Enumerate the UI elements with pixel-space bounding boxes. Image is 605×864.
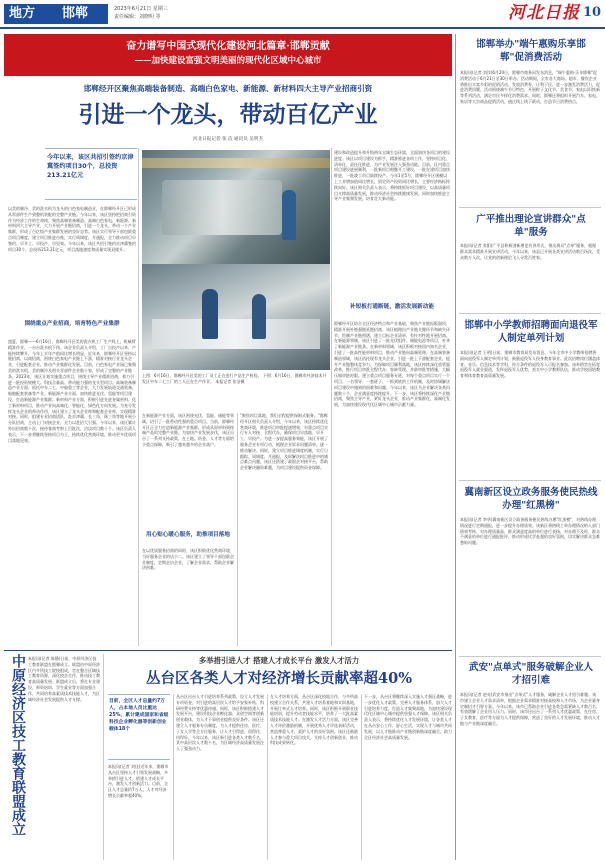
bottom-col1-text: 本报讯(记者 刘佳)近年来，邯郸市丛台区坚持人才引领发展战略，多举措引进人才，搭建人才成长平台，激发人才创新活力。目前，全区人才总量约7万人，人才对经济增长贡献率超40%。 bbox=[108, 764, 169, 798]
bottom-headline: 丛台区各类人才对经济增长贡献率超40% bbox=[146, 670, 412, 687]
col-rule-2 bbox=[237, 413, 238, 646]
right-headline-4: 冀南新区设立政务服务使民热线办理"红黑榜" bbox=[464, 487, 598, 511]
bottom-kicker: 多举措引进人才 搭建人才成长平台 激发人才活力 bbox=[198, 656, 360, 665]
lead-col2-text-a: 在新能源产业方面，该区围绕光伏、氢能、储能等领域，招引了一批带动性强的重点项目。当前，邯郸经开区正全力打造新能源产业集群，形成从原材料到终端产品的完整产业链。为加快产业发展步伐，该区出台了一系列支持政策，在土地、资金、人才等方面给予重点保障，吸引了越来越多的企业落户。 bbox=[142, 413, 234, 447]
side-col-rule bbox=[103, 654, 104, 860]
right-text-5: 本报讯(记者 赵亮)武安市推出"点单式"人才服务，破解企业人才招引难题。该市建立企业人才需求清单，根据企业需求精准对接高校和人才市场，为企业量身定制招才引智方案。今年以来，该市已帮助企业引进各类急需紧缺人才数百名，有效缓解了企业用人压力。同时，该市还出台了一系列人才优惠政策，在住房、子女教育、医疗等方面为人才提供保障，营造了良好的人才发展环境，推动人才链与产业链深度融合。 bbox=[460, 692, 600, 726]
region-label: 邯郸 bbox=[62, 6, 89, 21]
page-number: 10 bbox=[583, 5, 602, 20]
bottom-col-rule-3 bbox=[361, 694, 362, 860]
col-rule-1 bbox=[138, 148, 139, 646]
right-text-1: 本报讯(记者 刘洋)6月20日，邯郸市商务局发布消息，"端午惠购·乐享邯郸"促消费活动于6月21日至30日举办。活动期间，全市各大商场、超市、餐饮企业将推出丰富多彩的促销活动，发放消费券，让利于民，进一步激发消费活力，促进消费回暖。活动围绕端午节日特色，开展粽子文化节、美食节、家电以旧换新等系列活动，满足市民多样化消费需求。同时，邯郸还将组织开展汽车、家电、家居等大宗商品促销活动，通过线上线下联动，打造节日消费热点。 bbox=[460, 70, 600, 104]
date-line: 2023年6月21日 星期三 bbox=[114, 6, 168, 12]
side-text: 本报讯(记者 陈静)日前，中原经济区技工教育联盟在邯郸成立。联盟由中原经济区内多所技工院校组成，旨在整合区域技工教育资源，深化校企合作，推动技工教育高质量发展。联盟成立后，将在专业建设、师资培训、学生就业等方面加强合作，共同培养高素质技术技能人才，为区域经济社会发展提供人才支撑。 bbox=[28, 656, 100, 702]
lead-photo-bottom bbox=[142, 264, 330, 370]
bottom-col3-text: 在人才培养方面，丛台区深化校地合作，与多所高校建立合作关系，共建人才培养基地和实训基地，开展订单式人才培养。同时，该区积极开展职业技能培训，提升劳动者技能水平，培养了一大批高素质技术技能人才。在激发人才活力方面，该区完善人才评价激励机制，开展优秀人才评选表彰活动，营造尊重人才、爱护人才的良好氛围。该区还鼓励人才参与重大项目攻关，支持人才创新创业，推动科技成果转化。 bbox=[270, 694, 358, 746]
right-headline-2: 广平推出理论宣讲群众"点单"服务 bbox=[476, 214, 586, 238]
right-rule-2 bbox=[459, 313, 601, 314]
col-rule-3 bbox=[331, 148, 332, 646]
summary-text: 今年以来，该区共招引签约京津冀签约项目30个，总投资213.21亿元 bbox=[47, 154, 134, 179]
lead-summary bbox=[45, 148, 137, 200]
pipe-shape bbox=[142, 158, 330, 168]
side-headline: 中原经济区技工教育联盟成立 bbox=[10, 654, 26, 836]
lead-kicker: 邯郸经开区聚焦高端装备制造、高端白色家电、新能源、新材料四大主导产业招商引资 bbox=[83, 84, 373, 93]
lead-col1-text-a: 以美的制冷、美的洗衣机为龙头的白色家电制造业，在邯郸经开区已形成从零部件生产到整机装配的完整产业链。今年以来，该区坚持把招商引资作为经济工作的生命线，聚焦高端装备制造、高端白色家电、新能源、新材料四大主导产业，大力开展产业链招商，引进一个龙头，带动一个产业集群，形成了百亿级产业集群发展的良好态势。该区实行领导干部包联重点项目制度，建立项目推进台账，实行周调度、月通报，全力推动项目早签约、早开工、早投产、早见效。今年以来，该区共招引签约京津冀签约项目30个，总投资213.21亿元，项目落地速度和质量实现双提升。 bbox=[8, 206, 136, 252]
lead-byline: 河北日报记者 张 洁 通讯员 吴明杰 bbox=[192, 137, 264, 142]
lead-subhead3: 补短板打通断链，激活发展新动能 bbox=[350, 304, 434, 310]
bottom-summary bbox=[108, 694, 170, 760]
lead-headline: 引进一个龙头，带动百亿产业 bbox=[78, 101, 378, 128]
bottom-col-rule-2 bbox=[267, 694, 268, 860]
lead-col3-text-b: 邯郸经开区结合全区经济特点和产业基础，聚焦产业链短板弱项，精准开展补链强链延链招商。该区梳理出产业链关键环节和缺失环节，绘制产业链图谱，建立目标企业清单，有针对性地开展招商。在新能源领域，该区引进了一批光伏组件、储能电池等项目，补齐了新能源产业链条。在新材料领域，该区积极对接国内知名企业，引进了一批高性能材料项目，推动产业链向高端延伸。在高端装备制造领域，该区依托现有龙头企业，引进一批上下游配套企业，提升产业链整体竞争力。为保障项目顺利落地，该区持续深化放管服改革，推行项目审批全程代办、容缺受理、并联审批等措施，大幅压缩审批时限。建立重点项目服务专班，对每个重点项目实行一个项目、一名领导、一套班子、一抓到底的工作机制，及时协调解决项目建设中遇到的困难和问题。今年以来，该区为企业解决各类问题数十个，企业满意度持续提升。下一步，该区将持续深化产业链招商，聚焦主导产业，紧盯龙头企业，推动产业集群化、高端化发展，为加快建设现代化区域中心城市贡献力量。 bbox=[334, 321, 450, 408]
worker-shape bbox=[282, 190, 296, 240]
right-rule-4 bbox=[459, 656, 601, 657]
right-text-4: 本报讯(记者 李华)冀南新区设立政务服务便民热线办理"红黑榜"，对热线办理情况进行定期通报，进一步提升办理质效。该新区将热线工单办理情况纳入部门绩效考核，对办理质量高、群众满意度高的单位进行表扬，对办理不及时、群众不满意的单位进行通报批评，推动形成比学赶超的良好氛围，切实解决群众急难愁盼问题。 bbox=[460, 517, 600, 546]
lead-col3-text-a: 建设和改造提升和升级两年全域生态环境，全面加快各项目的建设进度。该区以项目建设为抓手，精准推进各项工作，坚持项目化、清单化、责任化推进，为产业发展注入强劲动能。目前，区内重点项目建设进展顺利，一批新项目相继开工建设，一批在建项目加快推进，一批竣工项目陆续投产。今年1至5月，邯郸经开区规模以上工业增加值同比增长，固定资产投资同比增长，主要经济指标持续向好。该区相关负责人表示，将持续抓好项目建设，以高质量项目支撑高质量发展，推动经济社会持续健康发展。同时加快推进主导产业集聚发展，培育壮大新动能。 bbox=[334, 150, 450, 202]
worker-shape-3 bbox=[252, 294, 266, 339]
right-text-3: 本报讯(记者 王明)日前，邯郸市教育局发布消息，今年全市中小学教师招聘将面向退役军人制定单列计划，鼓励退役军人投身教育事业。此次招聘岗位涵盖体育、音乐、信息技术等学科，符合条件的退役军人可报名参加。该举措旨在拓宽退役军人就业渠道，发挥退役军人优势，充实中小学教师队伍，推动学校国防教育和体育教育高质量发展。 bbox=[460, 350, 600, 379]
bottom-col4-text: 下一步，丛台区将继续深入实施人才强区战略，进一步优化人才政策，完善人才服务体系，加大人才引进培养力度，打造人才集聚高地，为加快建设现代化区域中心城市提供坚强人才保障。该区相关负责人表示，将持续优化人才发展环境，让各类人才在丛台安心工作、舒心生活，实现人才与城市共同发展，以人才链推动产业链创新链深度融合，助力全区经济社会高质量发展。 bbox=[364, 694, 452, 740]
lead-subhead2: 用心贴心暖心服务，助推项目落地 bbox=[146, 532, 230, 538]
masthead bbox=[0, 0, 605, 28]
section-tab bbox=[4, 4, 108, 24]
newspaper-logo: 河北日报 bbox=[508, 3, 580, 23]
right-rule-3 bbox=[459, 480, 601, 481]
bottom-rule bbox=[4, 650, 452, 651]
photo-caption: 上图：6月16日，邯郸经开区美的工厂员工正在进行产品生产检验。 下图：6月16日，邯郸市经济技术开发区中车二七工厂的工人正在生产作业。 本报记者 张洁摄 bbox=[142, 373, 327, 384]
bottom-col-rule-1 bbox=[173, 694, 174, 860]
section-label: 地方 bbox=[9, 6, 36, 21]
masthead-rule bbox=[0, 27, 605, 29]
machine-shape bbox=[162, 180, 282, 235]
right-col-rule bbox=[455, 34, 456, 860]
banner bbox=[4, 34, 452, 76]
bottom-col2-text: 丛台区出台人才引进培养系列政策，设立人才发展专项资金，对引进的高层次人才给予安家补贴、科研经费支持等优惠待遇。同时，该区积极搭建人才发展平台，建设科技企业孵化器、众创空间等创新创业载体，为人才干事创业提供良好条件。该区还建立人才服务专员制度，为人才提供住房、医疗、子女入学等全方位服务，让人才引得进、留得住、用得好。今年以来，该区新引进各类人才数千名，其中高层次人才数十名，为区域经济高质量发展注入了强劲动力。 bbox=[176, 694, 264, 752]
right-text-2: 本报讯(记者 张阳)广平县积极创新理论宣讲形式，推出群众"点单"服务，根据群众需求精准开展宣讲活动。今年以来，该县已开展各类宣讲活动数百场次，受众数万人次，让党的创新理论飞入寻常百姓家。 bbox=[460, 243, 600, 260]
lead-col2b-text: "聚焦项目落地，我们全程提供保姆式服务。"邯郸经开区相关负责人介绍，今年以来，该区持续优化营商环境，推进项目审批提速增效，对重点项目实行专人对接、全程代办，确保项目早落地、早开工、早投产。为进一步提高服务效能，该区开展了服务企业专项行动，梳理企业诉求问题清单，逐一推动解决。同时，建立项目推进调度机制，实行日跟踪、周调度、月通报，及时解决项目推进中的堵点难点问题。该区还搭建了政银企对接平台，帮助企业解决融资难题，为项目建设提供资金保障。 bbox=[240, 413, 328, 471]
right-headline-3: 邯郸中小学教师招聘面向退役军人制定单列计划 bbox=[464, 320, 598, 344]
lead-photo-top bbox=[142, 150, 330, 264]
right-headline-5: 武安"点单式"服务破解企业人才招引难 bbox=[469, 662, 593, 686]
assembly-line-shape bbox=[152, 319, 320, 349]
lead-col2-text-b: 在以优质服务招商的同时，该区积极优化营商环境，当好服务企业的店小二。该区建立了领导干部包联企业制度，定期走访企业，了解企业需求，帮助企业解决困难。 bbox=[142, 548, 234, 571]
banner-line1: 奋力谱写中国式现代化建设河北篇章·邯郸贡献 bbox=[126, 41, 330, 52]
right-headline-1: 邯郸举办"端午惠购乐享邯郸"促消费活动 bbox=[476, 39, 586, 63]
lead-subhead1: 围绕重点产业招商，培育特色产业集群 bbox=[24, 321, 120, 327]
worker-shape-2 bbox=[202, 289, 218, 339]
lead-col1-text-b: 盛夏，邯郸——6月16日，邯郸经开区美的洗衣机工厂生产线上，机械臂精准作业，一台台洗衣机下线。该企业负责人介绍，工厂自投产以来，产能持续攀升，今年上半年产值同比增长明显。近年来，邯郸经开区坚持以链招商、以商招商，围绕白色家电产业链上下游，精准对接行业龙头企业，引进配套企业，推动产业集群化发展。目前，白色家电产业园已集聚美的洗衣机、美的制冷及相关零部件企业数十家，形成了完整的产业链条。2023年，该区计划实施重点项目，围绕主导产业精准招商，着力引进一批投资规模大、科技含量高、带动能力强的龙头型项目。高端装备制造产业方面，依托中车二七、中船重工等企业，大力发展轨道交通装备、船舶配套装备等产业。新能源产业方面，加快推进光伏、氢能等项目建设，打造新能源产业集群。新材料产业方面，积极引进先进金属材料、化工新材料项目，推动产业向高端化、智能化、绿色化方向发展。为充分发挥龙头企业的带动作用，该区建立了龙头企业库和配套企业库，实现精准对接。同时，组建专业招商团队，赴京津冀、长三角、珠三角等地开展小分队招商，主动上门对接企业，全力以赴招大引强。今年以来，该区累计外出招商数十次，接待客商考察上百批次，洽谈项目数十个。该区负责人表示，下一步将继续坚持项目为王，持续优化营商环境，推动更多优质项目落地见效。 bbox=[8, 339, 136, 443]
editor-line: 责任编辑：刘晓明 等 bbox=[114, 14, 161, 20]
right-rule-1 bbox=[459, 207, 601, 208]
bottom-summary-text: 目前，全区人才总量约7万人，占本地人员比重达25%，累计建成国家和省级科技企业孵化器等创新创业载体18个 bbox=[109, 699, 169, 732]
banner-line2: ——加快建设富强文明美丽的现代化区域中心城市 bbox=[134, 56, 322, 66]
